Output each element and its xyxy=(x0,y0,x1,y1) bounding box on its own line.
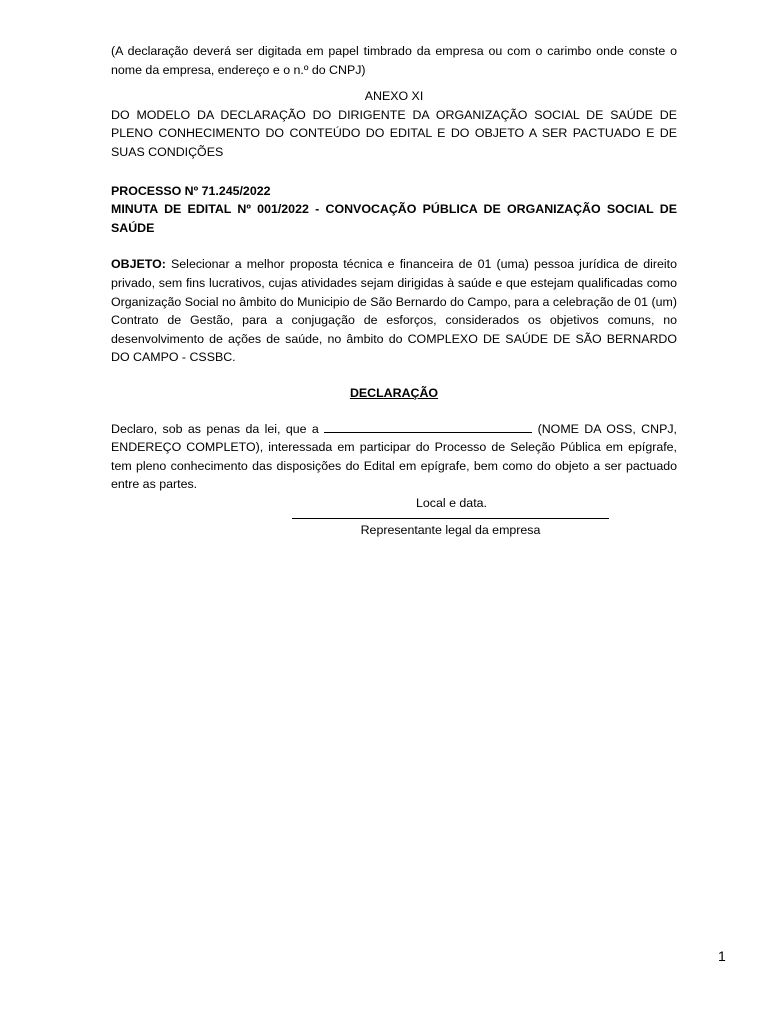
object-paragraph xyxy=(111,255,677,367)
object-text: Selecionar a melhor proposta técnica e financeira de 01 (uma) pessoa jurídica de direito privado, sem fins lucrativos, cujas atividades sejam dirigidas à saúde e que estejam qualificadas como Organização Social no âmbito do Municipio de São Bernardo do Campo, para a celebração de 01 (um) Contrato de Gestão, para a conjugação de esforços, considerados os objetivos comuns, no desenvolvimento de ações de saúde, no âmbito do COMPLEXO DE SAÚDE DE SÃO BERNARDO DO CAMPO - CSSBC. xyxy=(111,257,677,365)
declaration-title: DECLARAÇÃO xyxy=(349,385,439,400)
instruction-note: (A declaração deverá ser digitada em papel timbrado da empresa ou com o carimbo onde conste o nome da empresa, endereço e o n.º do CNPJ) xyxy=(111,44,677,77)
signature-line xyxy=(292,518,609,519)
object-label: OBJETO: xyxy=(111,257,172,272)
annex-heading: DO MODELO DA DECLARAÇÃO DO DIRIGENTE DA ORGANIZAÇÃO SOCIAL DE SAÚDE DE PLENO CONHECIMENTO DO CONTEÚDO DO EDITAL E DO OBJETO A SER PACTUADO E DE SUAS CONDIÇÕES xyxy=(111,107,677,159)
signature-label: Representante legal da empresa xyxy=(360,523,541,538)
organization-name-blank xyxy=(324,420,532,433)
declaration-text-end: (NOME DA OSS, CNPJ, ENDEREÇO COMPLETO), interessada em participar do Processo de Seleção Pública em epígrafe, tem pleno conhecimento das disposições do Edital em epígrafe, bem como do objeto a ser pactuado entre as partes. xyxy=(111,421,677,492)
process-number: PROCESSO Nº 71.245/2022 xyxy=(111,183,271,198)
document-page xyxy=(111,42,677,540)
declaration-text xyxy=(111,420,677,494)
page-number: 1 xyxy=(718,948,726,964)
declaration-text-start: Declaro, sob as penas da lei, que a xyxy=(111,421,325,436)
edital-title: MINUTA DE EDITAL Nº 001/2022 - CONVOCAÇÃO PÚBLICA DE ORGANIZAÇÃO SOCIAL DE SAÚDE xyxy=(111,202,677,235)
place-and-date: Local e data. xyxy=(416,495,487,510)
annex-title: ANEXO XI xyxy=(364,89,424,104)
